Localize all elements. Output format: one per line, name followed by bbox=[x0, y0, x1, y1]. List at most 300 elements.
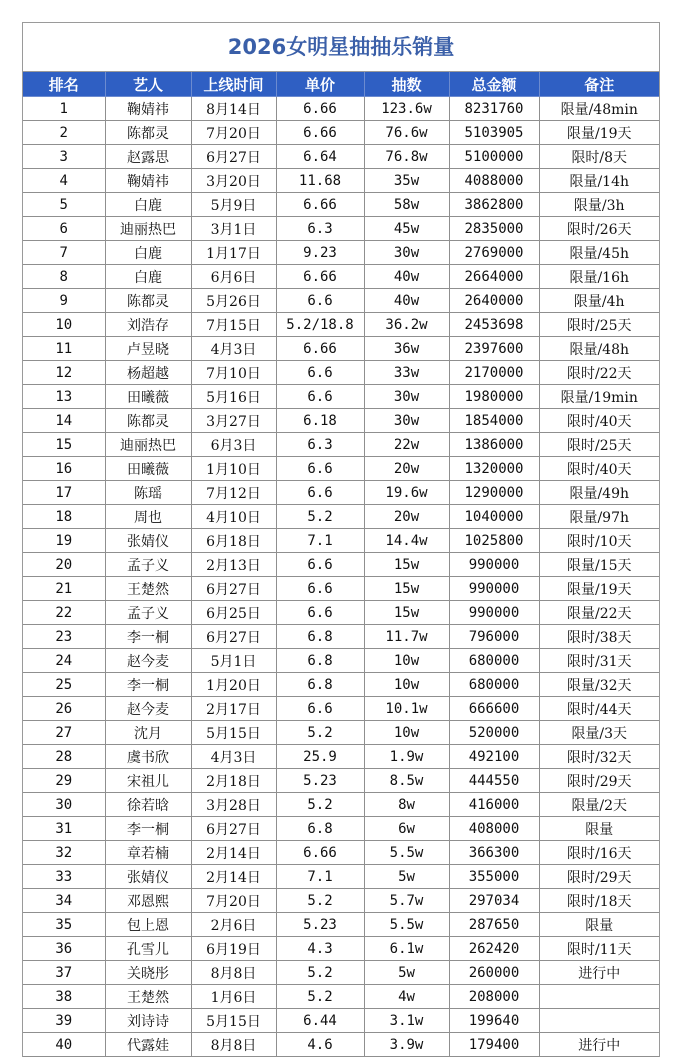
cell-unit-price: 6.6 bbox=[276, 553, 364, 577]
cell-rank: 33 bbox=[23, 865, 105, 889]
cell-rank: 15 bbox=[23, 433, 105, 457]
cell-unit-price: 11.68 bbox=[276, 169, 364, 193]
cell-unit-price: 6.6 bbox=[276, 457, 364, 481]
cell-draw-count: 8.5w bbox=[364, 769, 449, 793]
table-row bbox=[23, 865, 659, 889]
cell-artist: 鞠婧祎 bbox=[105, 169, 191, 193]
cell-launch-date: 6月27日 bbox=[191, 817, 276, 841]
cell-notes: 限量 bbox=[539, 817, 659, 841]
cell-unit-price: 6.64 bbox=[276, 145, 364, 169]
cell-unit-price: 6.6 bbox=[276, 601, 364, 625]
cell-artist: 邓恩熙 bbox=[105, 889, 191, 913]
cell-launch-date: 5月9日 bbox=[191, 193, 276, 217]
cell-launch-date: 5月1日 bbox=[191, 649, 276, 673]
cell-total-amount: 4088000 bbox=[449, 169, 539, 193]
cell-rank: 7 bbox=[23, 241, 105, 265]
table-row bbox=[23, 409, 659, 433]
cell-unit-price: 6.8 bbox=[276, 817, 364, 841]
cell-artist: 孔雪儿 bbox=[105, 937, 191, 961]
table-row bbox=[23, 433, 659, 457]
cell-artist: 张婧仪 bbox=[105, 529, 191, 553]
cell-artist: 孟子义 bbox=[105, 553, 191, 577]
header-notes: 备注 bbox=[539, 72, 659, 97]
cell-notes: 限时/40天 bbox=[539, 457, 659, 481]
table-row bbox=[23, 625, 659, 649]
cell-launch-date: 4月10日 bbox=[191, 505, 276, 529]
table-row bbox=[23, 721, 659, 745]
table-row bbox=[23, 529, 659, 553]
header-total-amount: 总金额 bbox=[449, 72, 539, 97]
cell-notes: 限量/14h bbox=[539, 169, 659, 193]
cell-launch-date: 2月14日 bbox=[191, 841, 276, 865]
cell-launch-date: 7月20日 bbox=[191, 889, 276, 913]
cell-rank: 34 bbox=[23, 889, 105, 913]
cell-notes: 限量/3天 bbox=[539, 721, 659, 745]
cell-draw-count: 10w bbox=[364, 673, 449, 697]
cell-unit-price: 5.2 bbox=[276, 793, 364, 817]
cell-draw-count: 40w bbox=[364, 265, 449, 289]
table-row bbox=[23, 961, 659, 985]
cell-unit-price: 5.2/18.8 bbox=[276, 313, 364, 337]
cell-launch-date: 2月13日 bbox=[191, 553, 276, 577]
cell-artist: 王楚然 bbox=[105, 577, 191, 601]
cell-total-amount: 208000 bbox=[449, 985, 539, 1009]
cell-notes: 限时/16天 bbox=[539, 841, 659, 865]
cell-total-amount: 2397600 bbox=[449, 337, 539, 361]
cell-launch-date: 2月6日 bbox=[191, 913, 276, 937]
cell-notes: 限量/4h bbox=[539, 289, 659, 313]
cell-notes: 限量/15天 bbox=[539, 553, 659, 577]
cell-artist: 赵今麦 bbox=[105, 697, 191, 721]
cell-total-amount: 1290000 bbox=[449, 481, 539, 505]
cell-artist: 陈瑶 bbox=[105, 481, 191, 505]
cell-rank: 11 bbox=[23, 337, 105, 361]
cell-launch-date: 2月18日 bbox=[191, 769, 276, 793]
cell-unit-price: 6.6 bbox=[276, 361, 364, 385]
cell-total-amount: 297034 bbox=[449, 889, 539, 913]
cell-unit-price: 7.1 bbox=[276, 529, 364, 553]
cell-total-amount: 796000 bbox=[449, 625, 539, 649]
cell-unit-price: 25.9 bbox=[276, 745, 364, 769]
table-row bbox=[23, 697, 659, 721]
cell-rank: 36 bbox=[23, 937, 105, 961]
cell-notes: 限量/48h bbox=[539, 337, 659, 361]
cell-artist: 王楚然 bbox=[105, 985, 191, 1009]
cell-unit-price: 6.8 bbox=[276, 625, 364, 649]
header-launch-date: 上线时间 bbox=[191, 72, 276, 97]
cell-unit-price: 9.23 bbox=[276, 241, 364, 265]
cell-total-amount: 5103905 bbox=[449, 121, 539, 145]
cell-launch-date: 8月8日 bbox=[191, 1033, 276, 1057]
cell-rank: 32 bbox=[23, 841, 105, 865]
cell-notes: 限量/49h bbox=[539, 481, 659, 505]
cell-rank: 39 bbox=[23, 1009, 105, 1033]
cell-notes: 限时/25天 bbox=[539, 313, 659, 337]
cell-artist: 鞠婧祎 bbox=[105, 97, 191, 121]
cell-artist: 田曦薇 bbox=[105, 457, 191, 481]
cell-notes: 限量/45h bbox=[539, 241, 659, 265]
cell-artist: 沈月 bbox=[105, 721, 191, 745]
cell-unit-price: 5.23 bbox=[276, 769, 364, 793]
cell-artist: 代露娃 bbox=[105, 1033, 191, 1057]
cell-rank: 4 bbox=[23, 169, 105, 193]
cell-rank: 14 bbox=[23, 409, 105, 433]
cell-notes: 限量/48min bbox=[539, 97, 659, 121]
cell-unit-price: 6.6 bbox=[276, 697, 364, 721]
cell-artist: 徐若晗 bbox=[105, 793, 191, 817]
cell-launch-date: 6月18日 bbox=[191, 529, 276, 553]
table-row bbox=[23, 913, 659, 937]
cell-total-amount: 5100000 bbox=[449, 145, 539, 169]
cell-notes: 限时/25天 bbox=[539, 433, 659, 457]
cell-artist: 李一桐 bbox=[105, 817, 191, 841]
cell-unit-price: 6.66 bbox=[276, 265, 364, 289]
cell-rank: 30 bbox=[23, 793, 105, 817]
cell-unit-price: 6.8 bbox=[276, 649, 364, 673]
cell-draw-count: 15w bbox=[364, 553, 449, 577]
table-body bbox=[23, 97, 659, 1057]
cell-launch-date: 3月20日 bbox=[191, 169, 276, 193]
cell-rank: 5 bbox=[23, 193, 105, 217]
cell-total-amount: 1854000 bbox=[449, 409, 539, 433]
table-row bbox=[23, 481, 659, 505]
cell-notes: 限量/32天 bbox=[539, 673, 659, 697]
cell-artist: 刘诗诗 bbox=[105, 1009, 191, 1033]
header-rank: 排名 bbox=[23, 72, 105, 97]
cell-artist: 虞书欣 bbox=[105, 745, 191, 769]
cell-rank: 18 bbox=[23, 505, 105, 529]
cell-draw-count: 11.7w bbox=[364, 625, 449, 649]
cell-artist: 李一桐 bbox=[105, 625, 191, 649]
cell-draw-count: 40w bbox=[364, 289, 449, 313]
cell-unit-price: 6.18 bbox=[276, 409, 364, 433]
cell-notes: 限量/19天 bbox=[539, 577, 659, 601]
cell-draw-count: 20w bbox=[364, 505, 449, 529]
cell-draw-count: 10.1w bbox=[364, 697, 449, 721]
cell-notes: 限时/8天 bbox=[539, 145, 659, 169]
cell-unit-price: 6.6 bbox=[276, 577, 364, 601]
cell-artist: 陈都灵 bbox=[105, 121, 191, 145]
cell-draw-count: 14.4w bbox=[364, 529, 449, 553]
cell-launch-date: 4月3日 bbox=[191, 337, 276, 361]
cell-total-amount: 8231760 bbox=[449, 97, 539, 121]
cell-draw-count: 30w bbox=[364, 385, 449, 409]
table-row bbox=[23, 841, 659, 865]
table-row bbox=[23, 769, 659, 793]
cell-draw-count: 33w bbox=[364, 361, 449, 385]
table-row bbox=[23, 145, 659, 169]
cell-unit-price: 6.6 bbox=[276, 289, 364, 313]
cell-unit-price: 6.3 bbox=[276, 433, 364, 457]
cell-launch-date: 1月17日 bbox=[191, 241, 276, 265]
cell-total-amount: 1025800 bbox=[449, 529, 539, 553]
cell-launch-date: 8月8日 bbox=[191, 961, 276, 985]
cell-artist: 白鹿 bbox=[105, 241, 191, 265]
cell-artist: 陈都灵 bbox=[105, 289, 191, 313]
sales-table bbox=[23, 72, 659, 1057]
cell-unit-price: 5.2 bbox=[276, 961, 364, 985]
cell-rank: 37 bbox=[23, 961, 105, 985]
cell-notes: 限量/22天 bbox=[539, 601, 659, 625]
cell-artist: 杨超越 bbox=[105, 361, 191, 385]
cell-unit-price: 6.66 bbox=[276, 121, 364, 145]
cell-total-amount: 355000 bbox=[449, 865, 539, 889]
cell-draw-count: 36w bbox=[364, 337, 449, 361]
cell-draw-count: 22w bbox=[364, 433, 449, 457]
cell-unit-price: 6.6 bbox=[276, 385, 364, 409]
cell-total-amount: 2769000 bbox=[449, 241, 539, 265]
cell-launch-date: 2月14日 bbox=[191, 865, 276, 889]
cell-rank: 20 bbox=[23, 553, 105, 577]
cell-notes: 限时/29天 bbox=[539, 865, 659, 889]
table-row bbox=[23, 601, 659, 625]
cell-launch-date: 1月6日 bbox=[191, 985, 276, 1009]
cell-unit-price: 6.66 bbox=[276, 97, 364, 121]
cell-artist: 章若楠 bbox=[105, 841, 191, 865]
cell-notes bbox=[539, 985, 659, 1009]
cell-launch-date: 7月10日 bbox=[191, 361, 276, 385]
table-row bbox=[23, 169, 659, 193]
cell-launch-date: 6月3日 bbox=[191, 433, 276, 457]
cell-notes: 限量/2天 bbox=[539, 793, 659, 817]
cell-draw-count: 15w bbox=[364, 601, 449, 625]
table-row bbox=[23, 265, 659, 289]
table-row bbox=[23, 817, 659, 841]
cell-draw-count: 5w bbox=[364, 961, 449, 985]
cell-draw-count: 76.8w bbox=[364, 145, 449, 169]
cell-draw-count: 4w bbox=[364, 985, 449, 1009]
cell-draw-count: 19.6w bbox=[364, 481, 449, 505]
table-row bbox=[23, 745, 659, 769]
cell-draw-count: 8w bbox=[364, 793, 449, 817]
table-row bbox=[23, 505, 659, 529]
cell-total-amount: 416000 bbox=[449, 793, 539, 817]
cell-notes: 限量 bbox=[539, 913, 659, 937]
cell-artist: 周也 bbox=[105, 505, 191, 529]
cell-unit-price: 5.2 bbox=[276, 721, 364, 745]
cell-rank: 16 bbox=[23, 457, 105, 481]
cell-draw-count: 123.6w bbox=[364, 97, 449, 121]
cell-launch-date: 1月20日 bbox=[191, 673, 276, 697]
table-row bbox=[23, 889, 659, 913]
cell-artist: 卢昱晓 bbox=[105, 337, 191, 361]
table-row bbox=[23, 97, 659, 121]
cell-rank: 28 bbox=[23, 745, 105, 769]
table-row bbox=[23, 337, 659, 361]
cell-rank: 3 bbox=[23, 145, 105, 169]
cell-unit-price: 5.2 bbox=[276, 889, 364, 913]
cell-rank: 17 bbox=[23, 481, 105, 505]
cell-artist: 刘浩存 bbox=[105, 313, 191, 337]
cell-launch-date: 6月27日 bbox=[191, 145, 276, 169]
header-unit-price: 单价 bbox=[276, 72, 364, 97]
cell-launch-date: 7月20日 bbox=[191, 121, 276, 145]
cell-total-amount: 680000 bbox=[449, 649, 539, 673]
cell-rank: 10 bbox=[23, 313, 105, 337]
cell-launch-date: 3月1日 bbox=[191, 217, 276, 241]
cell-launch-date: 6月27日 bbox=[191, 577, 276, 601]
cell-total-amount: 2664000 bbox=[449, 265, 539, 289]
cell-launch-date: 5月15日 bbox=[191, 1009, 276, 1033]
cell-launch-date: 6月27日 bbox=[191, 625, 276, 649]
table-row bbox=[23, 241, 659, 265]
table-row bbox=[23, 1033, 659, 1057]
cell-rank: 27 bbox=[23, 721, 105, 745]
cell-launch-date: 7月12日 bbox=[191, 481, 276, 505]
cell-notes: 进行中 bbox=[539, 1033, 659, 1057]
cell-draw-count: 5.5w bbox=[364, 913, 449, 937]
cell-notes: 限时/44天 bbox=[539, 697, 659, 721]
cell-total-amount: 260000 bbox=[449, 961, 539, 985]
cell-artist: 白鹿 bbox=[105, 193, 191, 217]
cell-unit-price: 6.3 bbox=[276, 217, 364, 241]
cell-rank: 6 bbox=[23, 217, 105, 241]
cell-unit-price: 4.3 bbox=[276, 937, 364, 961]
cell-notes: 限时/40天 bbox=[539, 409, 659, 433]
cell-rank: 12 bbox=[23, 361, 105, 385]
cell-unit-price: 6.44 bbox=[276, 1009, 364, 1033]
cell-draw-count: 1.9w bbox=[364, 745, 449, 769]
cell-launch-date: 6月25日 bbox=[191, 601, 276, 625]
cell-total-amount: 2640000 bbox=[449, 289, 539, 313]
cell-launch-date: 5月26日 bbox=[191, 289, 276, 313]
cell-notes: 限量/16h bbox=[539, 265, 659, 289]
cell-artist: 张婧仪 bbox=[105, 865, 191, 889]
cell-total-amount: 680000 bbox=[449, 673, 539, 697]
table-row bbox=[23, 217, 659, 241]
cell-draw-count: 5.5w bbox=[364, 841, 449, 865]
cell-unit-price: 6.8 bbox=[276, 673, 364, 697]
cell-rank: 40 bbox=[23, 1033, 105, 1057]
cell-notes: 限时/10天 bbox=[539, 529, 659, 553]
cell-rank: 2 bbox=[23, 121, 105, 145]
cell-notes: 限时/18天 bbox=[539, 889, 659, 913]
cell-unit-price: 6.66 bbox=[276, 337, 364, 361]
cell-draw-count: 3.9w bbox=[364, 1033, 449, 1057]
cell-draw-count: 5.7w bbox=[364, 889, 449, 913]
cell-total-amount: 990000 bbox=[449, 577, 539, 601]
cell-launch-date: 3月27日 bbox=[191, 409, 276, 433]
cell-total-amount: 492100 bbox=[449, 745, 539, 769]
table-row bbox=[23, 121, 659, 145]
cell-draw-count: 15w bbox=[364, 577, 449, 601]
cell-total-amount: 287650 bbox=[449, 913, 539, 937]
cell-artist: 赵露思 bbox=[105, 145, 191, 169]
cell-artist: 赵今麦 bbox=[105, 649, 191, 673]
cell-artist: 迪丽热巴 bbox=[105, 217, 191, 241]
cell-total-amount: 520000 bbox=[449, 721, 539, 745]
cell-rank: 23 bbox=[23, 625, 105, 649]
cell-unit-price: 5.2 bbox=[276, 985, 364, 1009]
spreadsheet bbox=[22, 22, 660, 1057]
cell-rank: 25 bbox=[23, 673, 105, 697]
cell-notes: 限量/19min bbox=[539, 385, 659, 409]
table-row bbox=[23, 361, 659, 385]
cell-draw-count: 6w bbox=[364, 817, 449, 841]
cell-total-amount: 366300 bbox=[449, 841, 539, 865]
cell-total-amount: 444550 bbox=[449, 769, 539, 793]
cell-launch-date: 1月10日 bbox=[191, 457, 276, 481]
cell-draw-count: 10w bbox=[364, 649, 449, 673]
cell-rank: 29 bbox=[23, 769, 105, 793]
table-row bbox=[23, 985, 659, 1009]
cell-launch-date: 3月28日 bbox=[191, 793, 276, 817]
cell-launch-date: 5月15日 bbox=[191, 721, 276, 745]
cell-notes: 限量/3h bbox=[539, 193, 659, 217]
sheet-title: 2026女明星抽抽乐销量 bbox=[23, 23, 659, 72]
cell-artist: 宋祖儿 bbox=[105, 769, 191, 793]
cell-total-amount: 408000 bbox=[449, 817, 539, 841]
cell-artist: 陈都灵 bbox=[105, 409, 191, 433]
cell-total-amount: 1980000 bbox=[449, 385, 539, 409]
cell-draw-count: 30w bbox=[364, 241, 449, 265]
cell-total-amount: 1320000 bbox=[449, 457, 539, 481]
cell-draw-count: 10w bbox=[364, 721, 449, 745]
cell-draw-count: 58w bbox=[364, 193, 449, 217]
cell-total-amount: 262420 bbox=[449, 937, 539, 961]
cell-artist: 孟子义 bbox=[105, 601, 191, 625]
cell-draw-count: 35w bbox=[364, 169, 449, 193]
cell-artist: 包上恩 bbox=[105, 913, 191, 937]
table-row bbox=[23, 577, 659, 601]
cell-notes: 限时/31天 bbox=[539, 649, 659, 673]
cell-draw-count: 76.6w bbox=[364, 121, 449, 145]
cell-total-amount: 2835000 bbox=[449, 217, 539, 241]
cell-total-amount: 199640 bbox=[449, 1009, 539, 1033]
cell-notes: 限时/29天 bbox=[539, 769, 659, 793]
cell-total-amount: 1040000 bbox=[449, 505, 539, 529]
cell-rank: 26 bbox=[23, 697, 105, 721]
cell-rank: 13 bbox=[23, 385, 105, 409]
cell-rank: 35 bbox=[23, 913, 105, 937]
cell-draw-count: 5w bbox=[364, 865, 449, 889]
cell-notes bbox=[539, 1009, 659, 1033]
cell-draw-count: 30w bbox=[364, 409, 449, 433]
cell-notes: 限量/97h bbox=[539, 505, 659, 529]
cell-notes: 限时/38天 bbox=[539, 625, 659, 649]
cell-draw-count: 20w bbox=[364, 457, 449, 481]
cell-total-amount: 666600 bbox=[449, 697, 539, 721]
cell-unit-price: 7.1 bbox=[276, 865, 364, 889]
cell-artist: 迪丽热巴 bbox=[105, 433, 191, 457]
table-row bbox=[23, 649, 659, 673]
cell-rank: 9 bbox=[23, 289, 105, 313]
cell-rank: 1 bbox=[23, 97, 105, 121]
cell-draw-count: 36.2w bbox=[364, 313, 449, 337]
cell-artist: 李一桐 bbox=[105, 673, 191, 697]
table-row bbox=[23, 673, 659, 697]
cell-artist: 田曦薇 bbox=[105, 385, 191, 409]
cell-rank: 21 bbox=[23, 577, 105, 601]
cell-artist: 关晓彤 bbox=[105, 961, 191, 985]
cell-notes: 限时/22天 bbox=[539, 361, 659, 385]
table-row bbox=[23, 289, 659, 313]
cell-total-amount: 2170000 bbox=[449, 361, 539, 385]
cell-launch-date: 8月14日 bbox=[191, 97, 276, 121]
cell-launch-date: 2月17日 bbox=[191, 697, 276, 721]
cell-notes: 限时/11天 bbox=[539, 937, 659, 961]
cell-rank: 24 bbox=[23, 649, 105, 673]
cell-unit-price: 6.66 bbox=[276, 841, 364, 865]
table-row bbox=[23, 313, 659, 337]
cell-launch-date: 7月15日 bbox=[191, 313, 276, 337]
table-row bbox=[23, 1009, 659, 1033]
cell-draw-count: 6.1w bbox=[364, 937, 449, 961]
cell-launch-date: 6月6日 bbox=[191, 265, 276, 289]
header-row bbox=[23, 72, 659, 97]
cell-unit-price: 4.6 bbox=[276, 1033, 364, 1057]
table-row bbox=[23, 793, 659, 817]
